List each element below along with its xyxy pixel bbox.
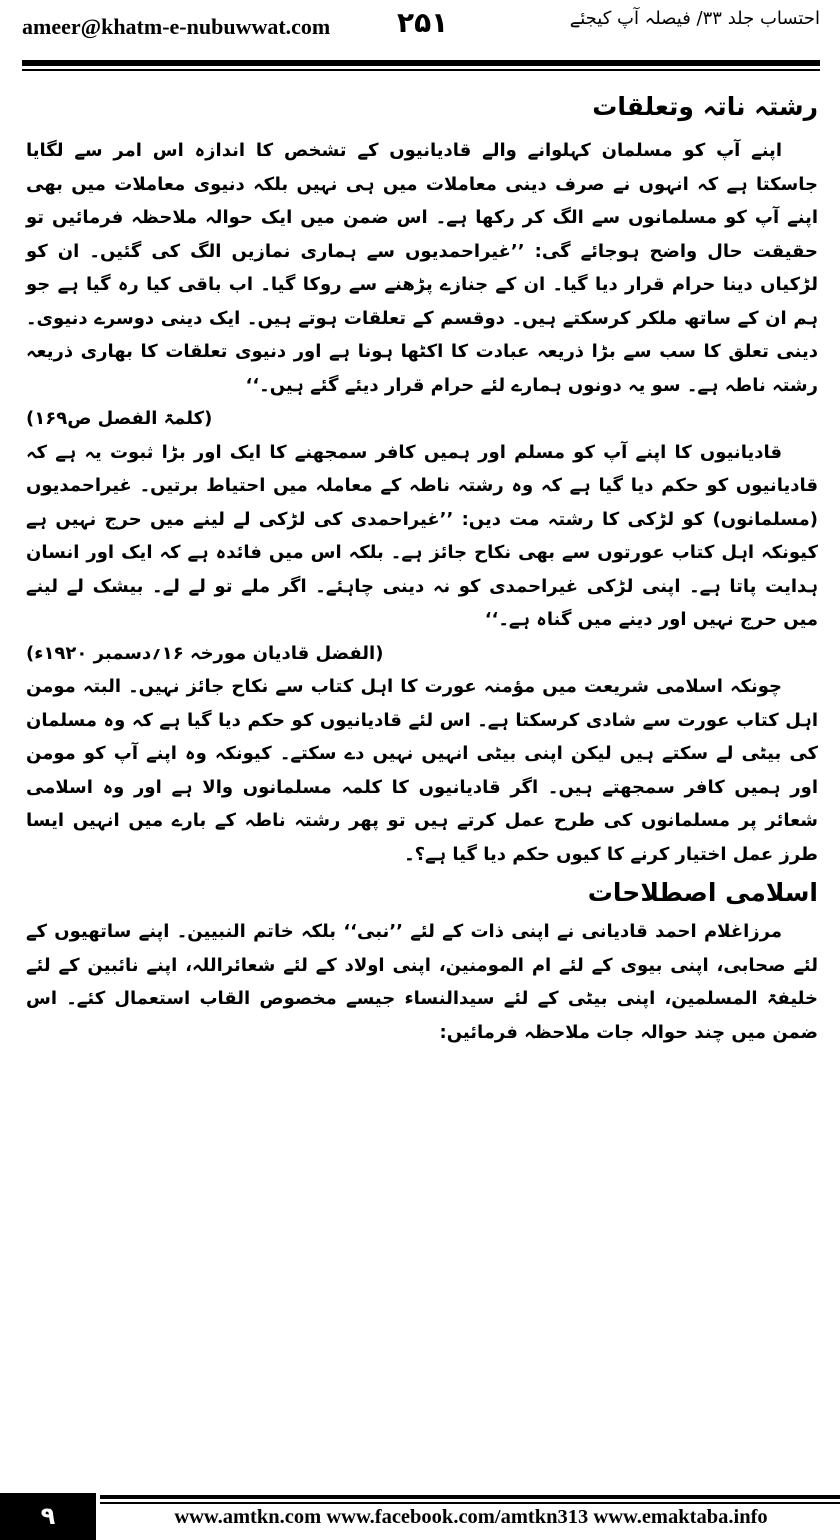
section-heading-relations: رشتہ ناتہ وتعلقات <box>592 92 818 121</box>
footer-rule-thick <box>100 1495 840 1499</box>
body-paragraph: چونکہ اسلامی شریعت میں مؤمنہ عورت کا اہل کتاب سے نکاح جائز نہیں۔ البتہ مومن اہل کتاب عورت سے شادی کرسکتا ہے۔ اس لئے قادیانیوں کو حکم دیا گیا ہے کہ وہ مسلمان کی بیٹی لے سکتے ہیں لیکن اپنی بیٹی انہیں نہیں دے سکتے۔ کیونکہ وہ اپنے آپ کو مومن اور ہمیں کافر سمجھتے ہیں۔ اگر قادیانیوں کا کلمہ مسلمانوں والا ہے اور وہ اسلامی شعائر پر مسلمانوں کی طرح عمل کرتے ہیں تو پھر رشتہ ناطہ کے بارے میں انہیں ایسا طرز عمل اختیار کرنے کا کیوں حکم دیا گیا ہے؟۔ <box>26 676 818 865</box>
header-rule-thin <box>22 69 820 71</box>
page-footer <box>0 1493 840 1540</box>
body-paragraph: اپنے آپ کو مسلمان کہلوانے والے قادیانیوں کے تشخص کا اندازہ اس امر سے لگایا جاسکتا ہے کہ انہوں نے صرف دینی معاملات میں ہی نہیں بلکہ دنیوی معاملات میں بھی اپنے آپ کو مسلمانوں سے الگ کر رکھا ہے۔ اس ضمن میں ایک حوالہ ملاحظہ فرمائیں تو حقیقت حال واضح ہوجائے گی: ’’غیراحمدیوں سے ہماری نمازیں الگ کی گئیں۔ ان کو لڑکیاں دینا حرام قرار دیا گیا۔ ان کے جنازے پڑھنے سے روکا گیا۔ اب باقی کیا رہ گیا ہے جو ہم ان کے ساتھ ملکر کرسکتے ہیں۔ دوقسم کے تعلقات ہوتے ہیں۔ ایک دینی دوسرے دنیوی۔ دینی تعلق کا سب سے بڑا ذریعہ عبادت کا اکٹھا ہونا ہے اور دنیوی تعلقات کا بھاری ذریعہ رشتہ ناطہ ہے۔ سو یہ دونوں ہمارے لئے حرام قرار دیئے گئے ہیں۔‘‘ <box>26 140 818 396</box>
header-rule-thick <box>22 60 820 66</box>
footer-page-index: ۹ <box>0 1493 96 1540</box>
page-body <box>26 80 818 1049</box>
citation: (الفضل قادیان مورخہ ۱۶؍دسمبر ۱۹۲۰ء) <box>26 642 384 664</box>
footer-rule-thin <box>100 1502 840 1504</box>
page-header <box>22 6 820 46</box>
header-book-title: احتساب جلد ۳۳/ فیصلہ آپ کیجئے <box>569 8 820 29</box>
header-page-number: ۲۵۱ <box>397 6 449 39</box>
body-paragraph: قادیانیوں کا اپنے آپ کو مسلم اور ہمیں کافر سمجھنے کا ایک اور بڑا ثبوت یہ ہے کہ قادیانیوں کو حکم دیا گیا ہے کہ وہ رشتہ ناطہ کے معاملہ میں احتیاط برتیں۔ غیراحمدیوں (مسلمانوں) کو لڑکی کا رشتہ مت دیں: ’’غیراحمدی کی لڑکی لے لینے میں حرج نہیں ہے کیونکہ اہل کتاب عورتوں سے بھی نکاح جائز ہے۔ بلکہ اس میں فائدہ ہے کہ ایک اور انسان ہدایت پاتا ہے۔ اپنی لڑکی غیراحمدی کو نہ دینی چاہئے۔ اگر ملے تو لے لے۔ بیشک لے لینے میں حرج نہیں اور دینے میں گناہ ہے۔‘‘ <box>26 441 818 630</box>
citation: (کلمۃ الفصل ص۱۶۹) <box>26 408 213 429</box>
footer-links: www.amtkn.com www.facebook.com/amtkn313 www.emaktaba.info <box>174 1506 768 1528</box>
header-email: ameer@khatm-e-nubuwwat.com <box>22 14 331 39</box>
body-paragraph: مرزاغلام احمد قادیانی نے اپنی ذات کے لئے ’’نبی‘‘ بلکہ خاتم النبیین۔ اپنے ساتھیوں کے لئے صحابی، اپنی بیوی کے لئے ام المومنین، اپنی اولاد کے لئے شعائراللہ، اپنے نائبین کے لئے خلیفۃ المسلمین، اپنی بیٹی کے لئے سیدالنساء جیسے مخصوص القاب استعمال کئے۔ اس ضمن میں چند حوالہ جات ملاحظہ فرمائیں: <box>26 921 818 1043</box>
section-heading-terms: اسلامی اصطلاحات <box>587 878 818 907</box>
